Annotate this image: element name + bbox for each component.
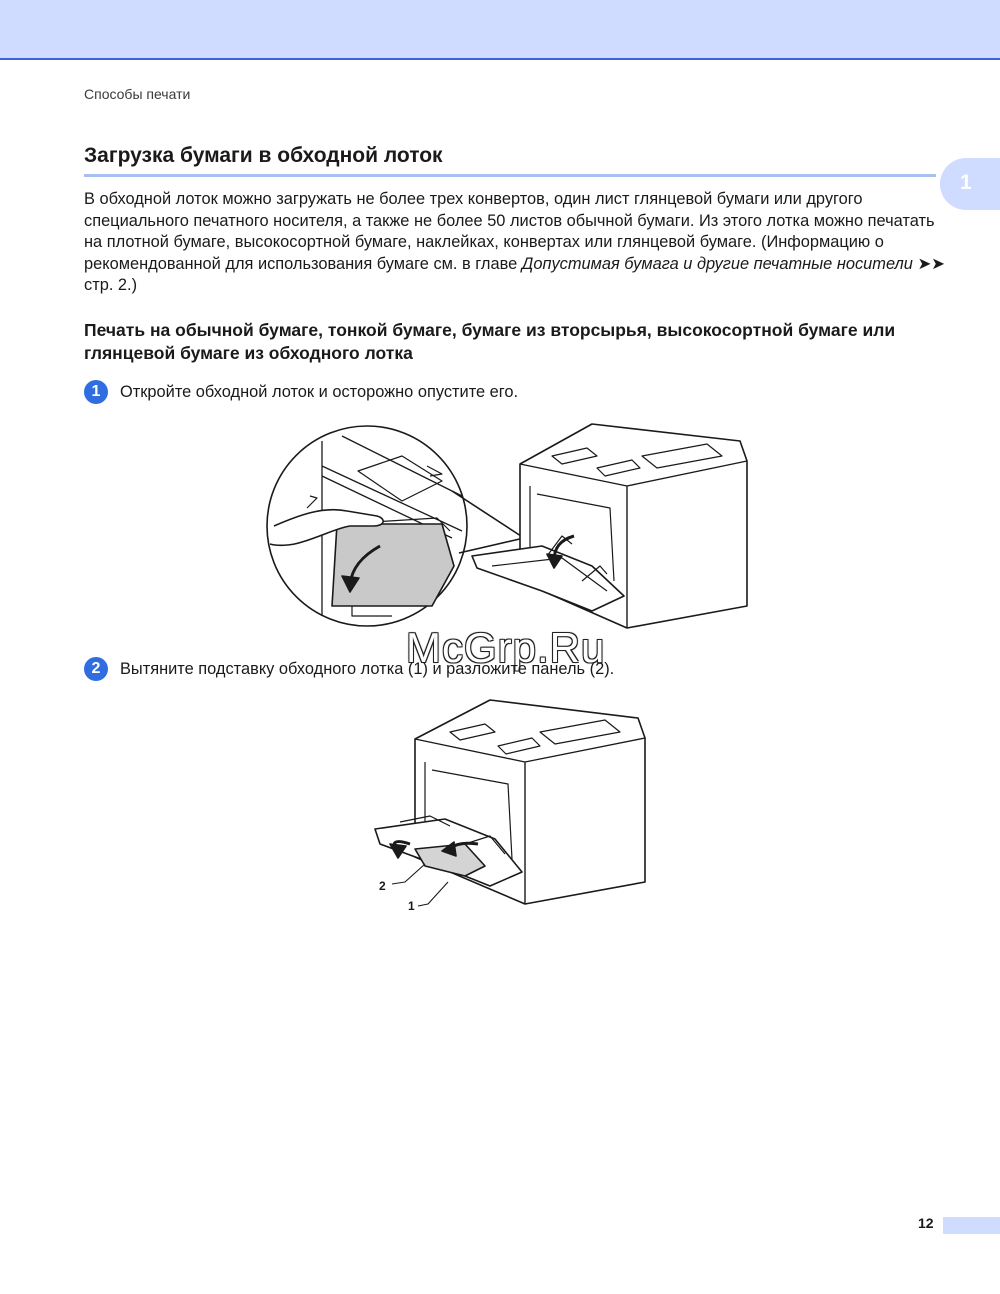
top-header-band	[0, 0, 1000, 60]
step-1-badge: 1	[84, 380, 108, 404]
figure-open-tray	[262, 416, 762, 642]
step-2	[84, 657, 614, 681]
title-underline	[84, 174, 936, 177]
tray-panel	[332, 524, 454, 606]
double-arrow-icon: ➤➤	[917, 254, 945, 273]
intro-main-text: В обходной лоток можно загружать не более трех конвертов, один лист глянцевой бумаги или другого специального печатного носителя, а также не более 50 листов обычной бумаги. Из этого лотка можно печатать на плотной бумаге, высокосортной бумаге, наклейках, конвертах или глянцевой бумаге. (Информацию о рекомендованной для использования бумаге см. в главе	[84, 190, 935, 273]
intro-reference-tail: стр. 2.)	[84, 276, 138, 294]
section-title: Загрузка бумаги в обходной лоток	[84, 144, 443, 167]
printer-body	[520, 424, 747, 628]
page-tab	[943, 1217, 1000, 1234]
step-2-text: Вытяните подставку обходного лотка (1) и разложите панель (2).	[120, 659, 615, 678]
step-1	[84, 380, 518, 404]
callout-leader-1	[418, 882, 448, 906]
step-1-text: Откройте обходной лоток и осторожно опустите его.	[120, 382, 519, 401]
page-number: 12	[918, 1215, 934, 1231]
callout-label-1: 1	[408, 899, 415, 913]
callout-leader-2	[392, 864, 425, 884]
intro-reference: Допустимая бумага и другие печатные носители	[521, 254, 913, 273]
watermark: McGrp.Ru	[406, 624, 606, 671]
callout-label-2: 2	[379, 879, 386, 893]
intro-paragraph	[84, 189, 954, 297]
printer-body-2	[415, 700, 645, 904]
figure-extend-support	[370, 694, 652, 916]
procedure-heading: Печать на обычной бумаге, тонкой бумаге, бумаге из вторсырья, высокосортной бумаге или глянцевой бумаге из обходного лотка	[84, 320, 896, 363]
step-2-badge: 2	[84, 657, 108, 681]
running-header: Способы печати	[84, 86, 191, 102]
chapter-number: 1	[960, 171, 972, 194]
